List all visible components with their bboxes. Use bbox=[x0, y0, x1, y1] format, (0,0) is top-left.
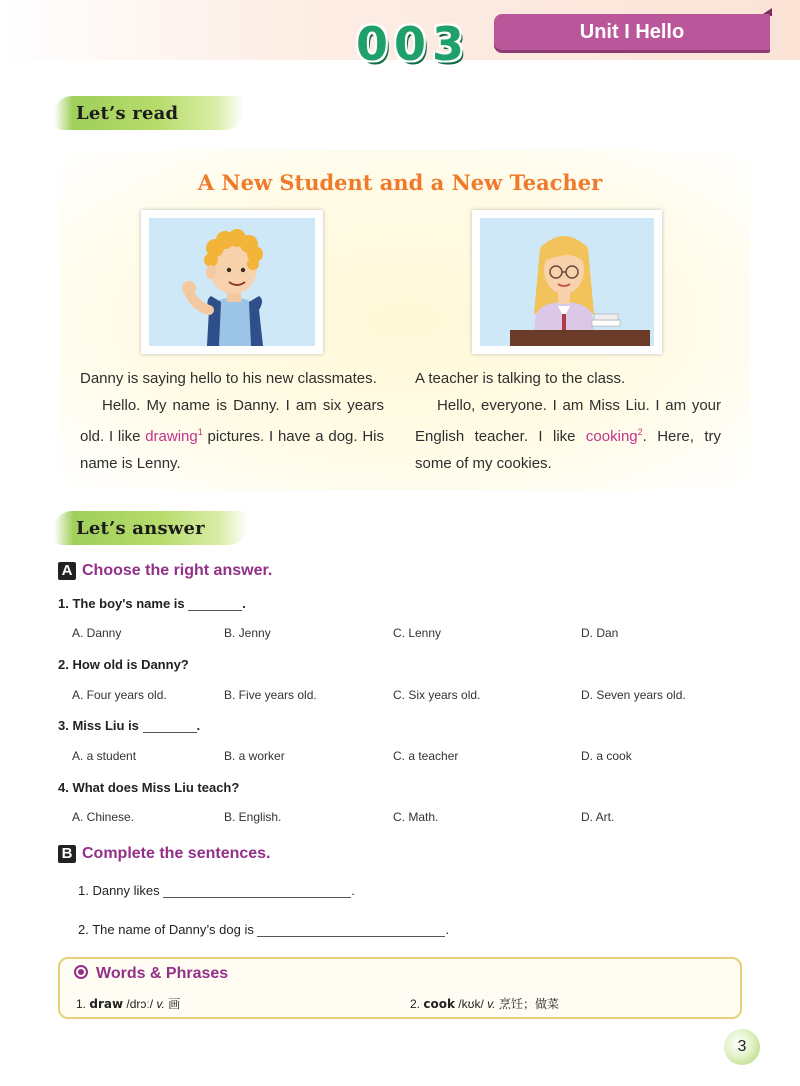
q1-option-c[interactable]: C. Lenny bbox=[393, 626, 442, 640]
question-1 bbox=[58, 596, 246, 611]
q3-option-b[interactable]: B. a worker bbox=[224, 749, 285, 763]
vocab-cooking: cooking bbox=[585, 428, 638, 445]
exercise-b-heading bbox=[58, 845, 271, 863]
passage-text: pictures. I have a dog. His name is Lenny. bbox=[80, 428, 384, 472]
exercise-a-badge: A bbox=[58, 562, 76, 580]
passage-text: Hello. My name is Danny. I am six years old. I like bbox=[80, 397, 384, 445]
exercise-a-title: Choose the right answer. bbox=[82, 562, 273, 579]
target-icon bbox=[74, 965, 88, 979]
page-number: 3 bbox=[724, 1029, 760, 1065]
passage-miss-liu bbox=[415, 365, 721, 477]
page-code-digit: 0 bbox=[393, 17, 426, 71]
sentence-2 bbox=[78, 922, 449, 937]
q2-option-c[interactable]: C. Six years old. bbox=[393, 688, 481, 702]
word-entry-cook bbox=[410, 995, 559, 1012]
word-term: draw bbox=[89, 997, 124, 1011]
passage-liu-intro: A teacher is talking to the class. bbox=[415, 370, 626, 387]
vocab-drawing: drawing bbox=[145, 428, 198, 445]
q4-option-d[interactable]: D. Art. bbox=[581, 810, 615, 824]
passage-danny bbox=[80, 365, 384, 477]
word-meaning: 画 bbox=[168, 997, 181, 1011]
section-label-read bbox=[54, 96, 244, 130]
word-num: 1. bbox=[76, 997, 87, 1011]
passage-danny-intro: Danny is saying hello to his new classmates. bbox=[80, 370, 377, 387]
teacher-drawing-icon bbox=[480, 218, 654, 346]
word-pron: /drɔː/ bbox=[126, 997, 154, 1011]
passage-danny-body bbox=[80, 392, 384, 477]
unit-title-tab: Unit I Hello bbox=[494, 14, 770, 50]
page-code-digit: 0 bbox=[355, 17, 388, 71]
boy-illustration bbox=[141, 210, 323, 354]
word-num: 2. bbox=[410, 997, 421, 1011]
exercise-b-badge: B bbox=[58, 845, 76, 863]
page-code-digit: 3 bbox=[431, 17, 464, 71]
question-text: 1. The boy's name is bbox=[58, 596, 189, 611]
passage-liu-body bbox=[415, 392, 721, 477]
q2-option-b[interactable]: B. Five years old. bbox=[224, 688, 317, 702]
footnote-1: 1 bbox=[197, 427, 203, 437]
sentence-1 bbox=[78, 883, 355, 898]
section-label-read-text: Let’s read bbox=[76, 102, 179, 124]
q4-option-c[interactable]: C. Math. bbox=[393, 810, 439, 824]
words-phrases-box bbox=[58, 957, 742, 1019]
answer-blank[interactable] bbox=[257, 925, 445, 937]
footnote-2: 2 bbox=[637, 427, 643, 437]
sentence-punct: . bbox=[445, 922, 450, 937]
question-punct: . bbox=[242, 596, 246, 611]
q2-option-d[interactable]: D. Seven years old. bbox=[581, 688, 686, 702]
section-label-answer bbox=[54, 511, 248, 545]
question-4 bbox=[58, 780, 239, 795]
question-text: 2. How old is Danny? bbox=[58, 657, 189, 672]
sentence-text: 2. The name of Danny’s dog is bbox=[78, 922, 258, 937]
answer-blank[interactable] bbox=[188, 599, 242, 611]
answer-blank[interactable] bbox=[163, 886, 351, 898]
word-term: cook bbox=[423, 997, 455, 1011]
boy-drawing-icon bbox=[149, 218, 315, 346]
word-pos: v. bbox=[487, 997, 496, 1011]
story-title: A New Student and a New Teacher bbox=[197, 170, 603, 195]
q4-option-b[interactable]: B. English. bbox=[224, 810, 282, 824]
question-3 bbox=[58, 718, 200, 733]
passage-text: Hello, everyone. I am Miss Liu. I am your English teacher. I like bbox=[415, 397, 721, 445]
word-pron: /kʊk/ bbox=[458, 997, 484, 1011]
word-entry-draw bbox=[76, 995, 180, 1012]
q3-option-c[interactable]: C. a teacher bbox=[393, 749, 459, 763]
sentence-punct: . bbox=[351, 883, 355, 898]
question-punct: . bbox=[196, 718, 201, 733]
exercise-a-heading bbox=[58, 562, 272, 580]
q1-option-d[interactable]: D. Dan bbox=[581, 626, 619, 640]
sentence-text: 1. Danny likes bbox=[78, 883, 164, 898]
question-text: 3. Miss Liu is bbox=[58, 718, 143, 733]
q2-option-a[interactable]: A. Four years old. bbox=[72, 688, 167, 702]
page-code bbox=[354, 18, 466, 70]
exercise-b-title: Complete the sentences. bbox=[82, 845, 271, 862]
question-2 bbox=[58, 657, 189, 672]
words-title-text: Words & Phrases bbox=[96, 965, 229, 982]
section-label-answer-text: Let’s answer bbox=[76, 517, 205, 539]
q1-option-a[interactable]: A. Danny bbox=[72, 626, 122, 640]
q3-option-d[interactable]: D. a cook bbox=[581, 749, 632, 763]
question-text: 4. What does Miss Liu teach? bbox=[58, 780, 240, 795]
word-pos: v. bbox=[156, 997, 165, 1011]
words-phrases-title bbox=[74, 965, 228, 983]
q4-option-a[interactable]: A. Chinese. bbox=[72, 810, 135, 824]
q3-option-a[interactable]: A. a student bbox=[72, 749, 137, 763]
answer-blank[interactable] bbox=[143, 721, 197, 733]
teacher-illustration bbox=[472, 210, 662, 354]
passage-text: . Here, try some of my cookies. bbox=[415, 428, 721, 472]
q1-option-b[interactable]: B. Jenny bbox=[224, 626, 271, 640]
word-meaning: 烹饪；做菜 bbox=[498, 997, 559, 1011]
